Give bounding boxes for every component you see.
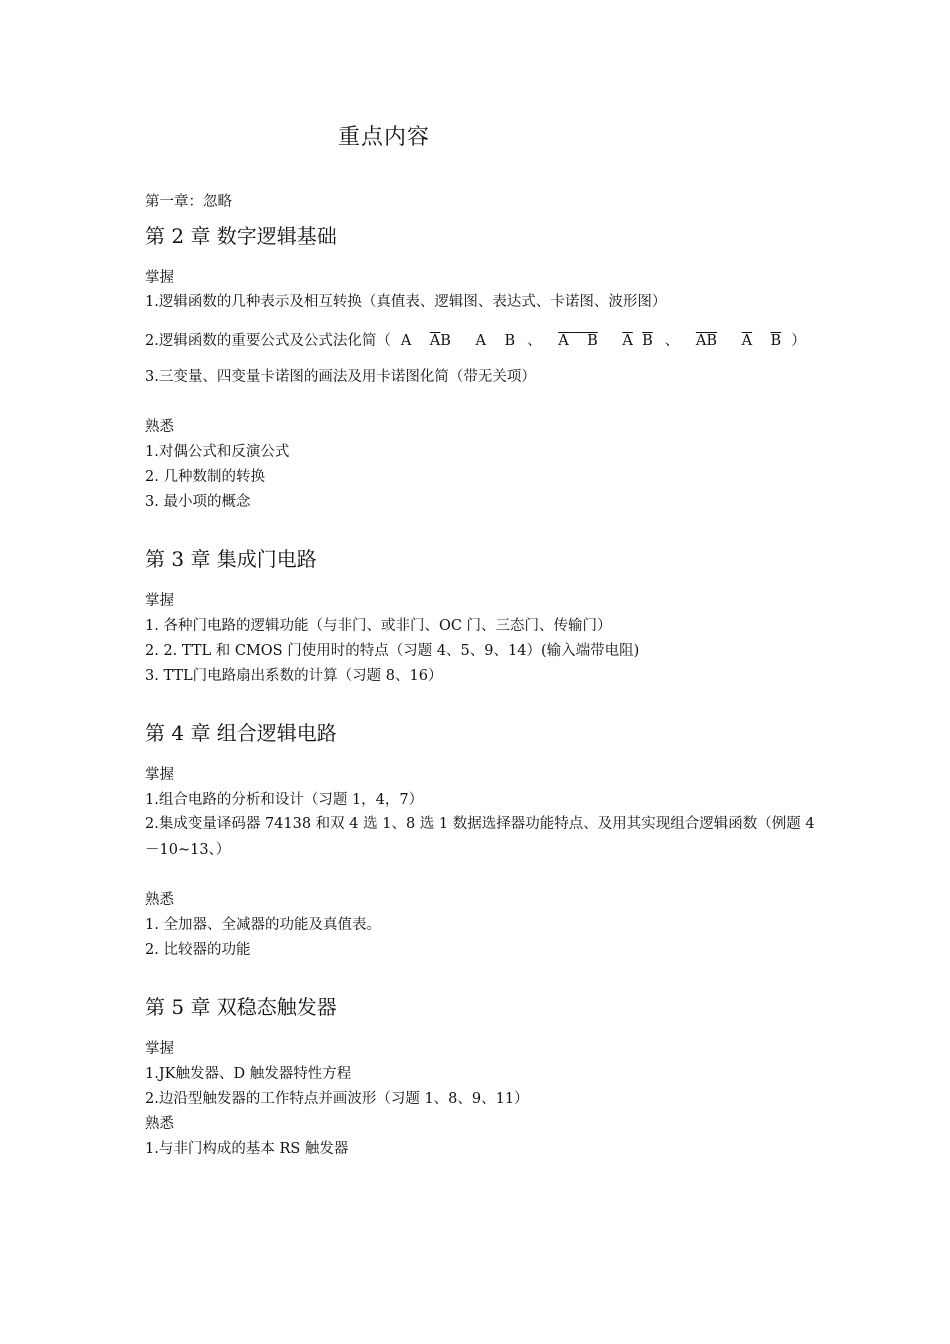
formula-var: A (475, 333, 486, 349)
chapter-2-master-item-3: 3.三变量、四变量卡诺图的画法及用卡诺图化简（带无关项） (145, 369, 536, 385)
chapter-4-master-item-2: 2.集成变量译码器 74138 和双 4 选 1、8 选 1 数据选择器功能特点、及用其实现组合逻辑函数（例题 4－10~13、） (145, 816, 815, 858)
chapter-4-familiar-label: 熟悉 (145, 892, 174, 908)
chapter-5-heading: 第 5 章 双稳态触发器 (145, 995, 337, 1019)
chapter-2-master-item-2-text: 2.逻辑函数的重要公式及公式法化简（ (145, 333, 391, 349)
chapter-4-heading: 第 4 章 组合逻辑电路 (145, 721, 337, 745)
chapter-4-master-item-1: 1.组合电路的分析和设计（习题 1，4，7） (145, 792, 424, 808)
chapter-4-familiar-item-2: 2. 比较器的功能 (145, 942, 251, 958)
formula-separator: 、 (527, 333, 542, 349)
chapter-2-master-item-2 (145, 333, 806, 350)
chapter-5-master-item-1: 1.JK触发器、D 触发器特性方程 (145, 1066, 352, 1082)
formula-var: B (587, 333, 598, 349)
chapter-5-familiar-label: 熟悉 (145, 1116, 174, 1132)
chapter-5-master-label: 掌握 (145, 1041, 174, 1057)
chapter-2-master-item-1: 1.逻辑函数的几种表示及相互转换（真值表、逻辑图、表达式、卡诺图、波形图） (145, 294, 667, 310)
formula-var-negated: $\overline{B}$ (642, 333, 653, 349)
formula-var: B (504, 333, 516, 349)
chapter-5-master-item-2: 2.边沿型触发器的工作特点并画波形（习题 1、8、9、11） (145, 1091, 529, 1107)
chapter-4-master-label: 掌握 (145, 767, 174, 783)
chapter-3-heading: 第 3 章 集成门电路 (145, 547, 317, 571)
chapter-3-master-item-2: 2. 2. TTL 和 CMOS 门使用时的特点（习题 4、5、9、14）(输入端带电阻) (145, 643, 640, 659)
formula-term-6 (742, 333, 782, 350)
formula-term-3 (558, 333, 598, 350)
formula-var-negated: $\overline{A}$ (622, 333, 633, 349)
formula-var: A (400, 333, 412, 349)
formula-term-2 (476, 333, 516, 350)
formula-var-negated: $\overline{A}$ (429, 333, 441, 349)
chapter-3-master-item-3: 3. TTL门电路扇出系数的计算（习题 8、16） (145, 668, 443, 684)
chapter-2-familiar-item-2: 2. 几种数制的转换 (145, 469, 265, 485)
formula-var: A (558, 333, 569, 349)
formula-var-negated: $\overline{A}$ (741, 333, 753, 349)
chapter-1-note: 第一章：忽略 (145, 194, 232, 210)
formula-close-paren: ） (791, 333, 806, 349)
formula-term-5: $\overline{AB}$ (695, 333, 717, 349)
formula-term-4 (622, 333, 652, 350)
chapter-2-familiar-item-1: 1.对偶公式和反演公式 (145, 444, 290, 460)
chapter-3-master-label: 掌握 (145, 593, 174, 609)
formula-var-negated: $\overline{B}$ (770, 333, 782, 349)
chapter-4-familiar-item-1: 1. 全加器、全减器的功能及真值表。 (145, 917, 381, 933)
chapter-5-familiar-item-1: 1.与非门构成的基本 RS 触发器 (145, 1141, 349, 1157)
page-title: 重点内容 (338, 125, 431, 150)
formula-var: B (440, 333, 451, 349)
chapter-2-familiar-label: 熟悉 (145, 419, 174, 435)
chapter-2-heading: 第 2 章 数字逻辑基础 (145, 224, 337, 248)
formula-separator: 、 (664, 333, 680, 349)
chapter-2-master-label: 掌握 (145, 270, 174, 286)
chapter-3-master-item-1: 1. 各种门电路的逻辑功能（与非门、或非门、OC 门、三态门、传输门） (145, 618, 612, 634)
boolean-formula-list (391, 333, 806, 350)
chapter-2-familiar-item-3: 3. 最小项的概念 (145, 494, 251, 510)
formula-term-1 (401, 333, 451, 350)
